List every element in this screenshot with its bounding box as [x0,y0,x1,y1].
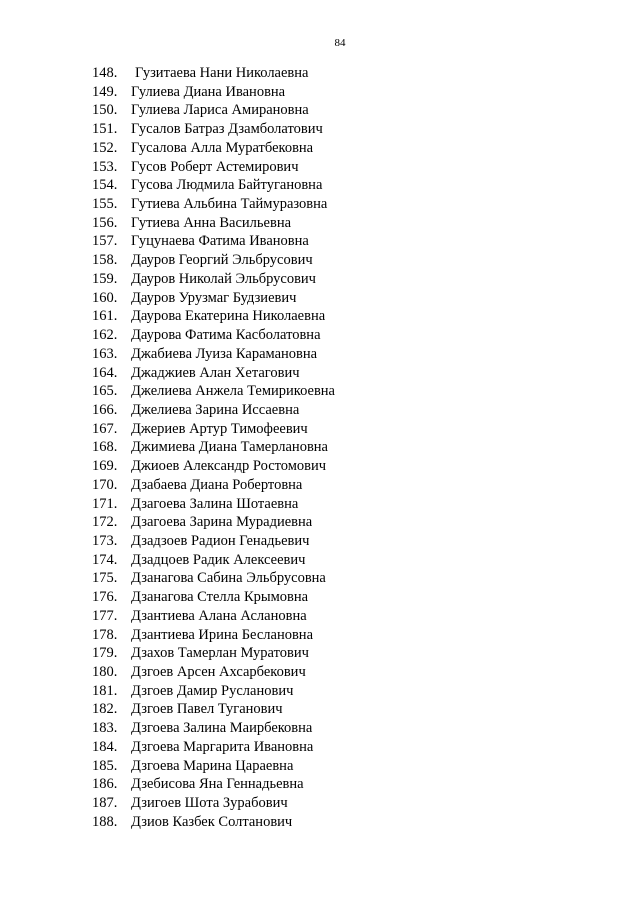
entry-number: 183. [92,720,118,737]
list-item [92,214,335,233]
entry-name: Дзебисова Яна Геннадьевна [131,776,304,793]
entry-name: Гусов Роберт Астемирович [131,158,299,175]
entry-name: Дзгоев Павел Туганович [131,701,283,718]
list-item [92,513,335,532]
list-item [92,700,335,719]
list-item [92,270,335,289]
entry-name: Дзагоева Залина Шотаевна [131,495,299,512]
list-item [92,551,335,570]
entry-name: Дзабаева Диана Робертовна [131,476,303,493]
entry-name: Дзгоев Дамир Русланович [131,682,294,699]
list-item [92,663,335,682]
list-item [92,420,335,439]
page-number: 84 [334,37,346,49]
list-item [92,719,335,738]
entry-number: 164. [92,364,118,381]
entry-number: 149. [92,83,118,100]
list-item [92,775,335,794]
entry-number: 165. [92,383,118,400]
entry-name: Дзадзоев Радион Генадьевич [131,532,310,549]
entry-number: 152. [92,139,118,156]
entry-number: 178. [92,626,118,643]
entry-number: 157. [92,233,118,250]
entry-number: 161. [92,308,118,325]
list-item [92,364,335,383]
entry-number: 148. [92,65,118,81]
list-item [92,607,335,626]
list-item [92,757,335,776]
entry-number: 168. [92,439,118,456]
entry-number: 163. [92,345,118,362]
list-item [92,345,335,364]
entry-number: 166. [92,401,118,418]
list-item [92,738,335,757]
entry-name: Джелиева Анжела Темирикоевна [131,383,335,400]
entry-name: Дзгоева Маргарита Ивановна [131,738,314,755]
entry-name: Дзантиева Ирина Беслановна [131,626,314,643]
list-item [92,139,335,158]
list-item [92,813,335,832]
entry-name: Дзахов Тамерлан Муратович [131,645,309,662]
entry-number: 179. [92,645,118,662]
entry-number: 171. [92,495,118,512]
list-item [92,307,335,326]
list-item [92,382,335,401]
name-list [92,64,335,831]
entry-number: 150. [92,102,118,119]
entry-name: Гусалова Алла Муратбековна [131,139,314,156]
entry-name: Дзгоев Арсен Ахсарбекович [131,664,306,680]
list-item [92,83,335,102]
entry-name: Джабиева Луиза Карамановна [131,345,318,362]
entry-name: Дзанагова Стелла Крымовна [131,589,309,606]
entry-name: Гусалов Батраз Дзамболатович [131,121,323,138]
entry-number: 158. [92,252,118,269]
entry-number: 177. [92,607,118,624]
entry-number: 174. [92,551,118,568]
entry-name: Дауров Георгий Эльбрусович [131,252,313,269]
entry-name: Гуцунаева Фатима Ивановна [131,233,309,250]
list-item [92,251,335,270]
entry-number: 185. [92,757,118,774]
list-item [92,289,335,308]
entry-number: 184. [92,738,118,755]
entry-number: 172. [92,514,118,531]
entry-number: 151. [92,121,118,138]
entry-name: Дзиов Казбек Солтанович [131,813,293,830]
entry-name: Дзагоева Зарина Мурадиевна [131,514,313,531]
entry-number: 186. [92,776,118,793]
list-item [92,120,335,139]
list-item [92,64,335,83]
entry-number: 175. [92,570,118,587]
entry-number: 153. [92,158,118,175]
entry-name: Дауров Николай Эльбрусович [131,270,316,287]
list-item [92,232,335,251]
entry-name: Гулиева Лариса Амирановна [131,102,309,119]
entry-number: 182. [92,701,118,718]
entry-name: Дауров Урузмаг Будзиевич [131,289,297,306]
list-item [92,158,335,177]
entry-name: Гузитаева Нани Николаевна [135,65,309,81]
entry-name: Дзгоева Марина Цараевна [131,757,294,774]
entry-name: Дзадцоев Радик Алексеевич [131,551,306,568]
list-item [92,176,335,195]
list-item [92,569,335,588]
entry-name: Дзантиева Алана Аслановна [131,607,307,624]
list-item [92,626,335,645]
entry-number: 159. [92,270,118,287]
entry-name: Дзанагова Сабина Эльбрусовна [131,570,326,587]
entry-name: Джериев Артур Тимофеевич [131,420,308,437]
list-item [92,588,335,607]
list-item [92,195,335,214]
entry-number: 187. [92,795,118,812]
entry-name: Даурова Екатерина Николаевна [131,308,326,325]
list-item [92,682,335,701]
entry-name: Гусова Людмила Байтугановна [131,177,323,194]
entry-number: 162. [92,327,118,344]
entry-name: Джимиева Диана Тамерлановна [131,439,328,456]
entry-name: Дзгоева Залина Маирбековна [131,720,313,737]
entry-name: Джелиева Зарина Иссаевна [131,401,300,418]
entry-number: 173. [92,532,118,549]
entry-name: Джиоев Александр Ростомович [131,458,327,475]
entry-number: 169. [92,458,118,475]
list-item [92,101,335,120]
entry-name: Гулиева Диана Ивановна [131,83,286,100]
list-item [92,495,335,514]
entry-number: 167. [92,420,118,437]
list-item [92,457,335,476]
entry-name: Джаджиев Алан Хетагович [131,364,300,381]
entry-name: Даурова Фатима Касболатовна [131,327,321,344]
entry-number: 156. [92,214,118,231]
entry-number: 188. [92,813,118,830]
entry-number: 181. [92,682,118,699]
entry-name: Гутиева Анна Васильевна [131,214,292,231]
entry-name: Гутиева Альбина Таймуразовна [131,196,328,213]
list-item [92,401,335,420]
entry-number: 180. [92,664,118,680]
entry-number: 154. [92,177,118,194]
entry-name: Дзигоев Шота Зурабович [131,795,288,812]
list-item [92,532,335,551]
entry-number: 176. [92,589,118,606]
list-item [92,644,335,663]
list-item [92,476,335,495]
entry-number: 170. [92,476,118,493]
list-item [92,794,335,813]
entry-number: 155. [92,196,118,213]
list-item [92,326,335,345]
entry-number: 160. [92,289,118,306]
list-item [92,438,335,457]
